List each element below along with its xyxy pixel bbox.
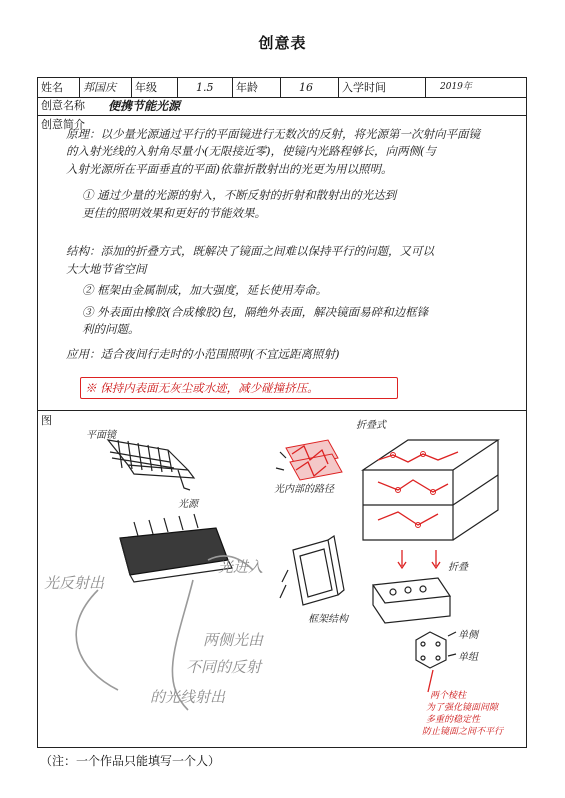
enroll-value: 2019年 xyxy=(440,82,472,92)
idea-name-value: 便携节能光源 xyxy=(108,99,181,113)
hand-drawn-figure xyxy=(38,410,526,747)
desc-line: ② 框架由金属制成，加大强度，延长使用寿命。 xyxy=(82,283,328,297)
mirror-block-sketch xyxy=(120,514,232,582)
idea-form xyxy=(37,77,527,748)
age-value: 16 xyxy=(281,78,339,97)
single-group-sketch xyxy=(416,632,456,668)
pencil-curve xyxy=(76,590,118,690)
idea-name-row xyxy=(38,97,526,116)
light-in-annotation: 光进入 xyxy=(218,558,264,576)
idea-description xyxy=(38,115,526,411)
grey-note: 不同的反射 xyxy=(186,658,262,676)
description-label: 创意简介 xyxy=(41,118,85,131)
desc-line: ③ 外表面由橡胶(合成橡胶)包，隔绝外表面，解决镜面易碎和边框锋 xyxy=(82,305,429,319)
red-note: 为了强化镜面间隙 xyxy=(426,703,499,713)
enroll-label: 入学时间 xyxy=(339,78,426,97)
grade-value: 1.5 xyxy=(178,78,233,97)
idea-name-label: 创意名称 xyxy=(41,99,85,112)
red-note: 多重的稳定性 xyxy=(426,715,481,725)
desc-line: 更佳的照明效果和更好的节能效果。 xyxy=(82,206,266,220)
desc-line: 入射光源所在平面垂直的平面)依靠折散射出的光更为用以照明。 xyxy=(66,162,393,176)
name-value: 邦国庆 xyxy=(80,78,132,97)
folded-box-sketch xyxy=(373,578,450,623)
desc-line: 大大地节省空间 xyxy=(66,262,147,276)
frame-annotation: 框架结构 xyxy=(308,614,348,625)
plane-mirror-annotation: 平面镜 xyxy=(86,430,116,441)
figure-label: 图 xyxy=(41,414,52,427)
mirror-stack-sketch xyxy=(108,440,194,490)
grey-note: 的光线射出 xyxy=(150,688,226,706)
desc-line: ① 通过少量的光源的射入，不断反射的折射和散射出的光达到 xyxy=(82,188,397,202)
single-side-annotation: 单侧 xyxy=(458,630,478,641)
folding-annotation: 折叠式 xyxy=(356,420,386,431)
light-reflect-annotation: 光反射出 xyxy=(44,574,105,592)
desc-line: 的入射光线的入射角尽量小(无限接近零)，使镜内光路程够长，向两侧(与 xyxy=(66,144,436,158)
figure-area xyxy=(38,410,526,747)
fold-arrow xyxy=(398,550,406,568)
folding-panels-sketch xyxy=(363,440,498,540)
red-note: 防止镜面之间不平行 xyxy=(422,727,504,737)
fold-annotation: 折叠 xyxy=(448,562,468,573)
red-pointer xyxy=(428,670,433,692)
name-label: 姓名 xyxy=(38,78,80,97)
fold-arrow xyxy=(432,550,440,568)
single-group-annotation: 单组 xyxy=(458,652,478,663)
light-source-annotation: 光源 xyxy=(178,499,198,510)
page-title: 创意表 xyxy=(258,34,307,52)
desc-line: 利的问题。 xyxy=(82,322,140,336)
desc-line: 结构：添加的折叠方式，既解决了镜面之间难以保持平行的问题，又可以 xyxy=(66,244,434,258)
info-row xyxy=(38,78,526,98)
grey-note: 两侧光由 xyxy=(203,631,264,649)
light-path-sketch xyxy=(276,440,342,480)
frame-structure-sketch xyxy=(280,536,344,605)
age-label: 年龄 xyxy=(233,78,281,97)
grade-label: 年级 xyxy=(132,78,178,97)
desc-line: 原理：以少量光源通过平行的平面镜进行无数次的反射，将光源第一次射向平面镜 xyxy=(66,127,480,141)
warning-note: ※ 保持内表面无灰尘或水迹，减少碰撞挤压。 xyxy=(80,377,398,399)
footer-note: （注：一个作品只能填写一个人） xyxy=(40,754,221,768)
light-path-annotation: 光内部的路径 xyxy=(274,484,334,495)
red-note: 两个棱柱 xyxy=(430,691,467,701)
desc-line: 应用：适合夜间行走时的小范围照明(不宜远距离照射) xyxy=(66,347,340,361)
